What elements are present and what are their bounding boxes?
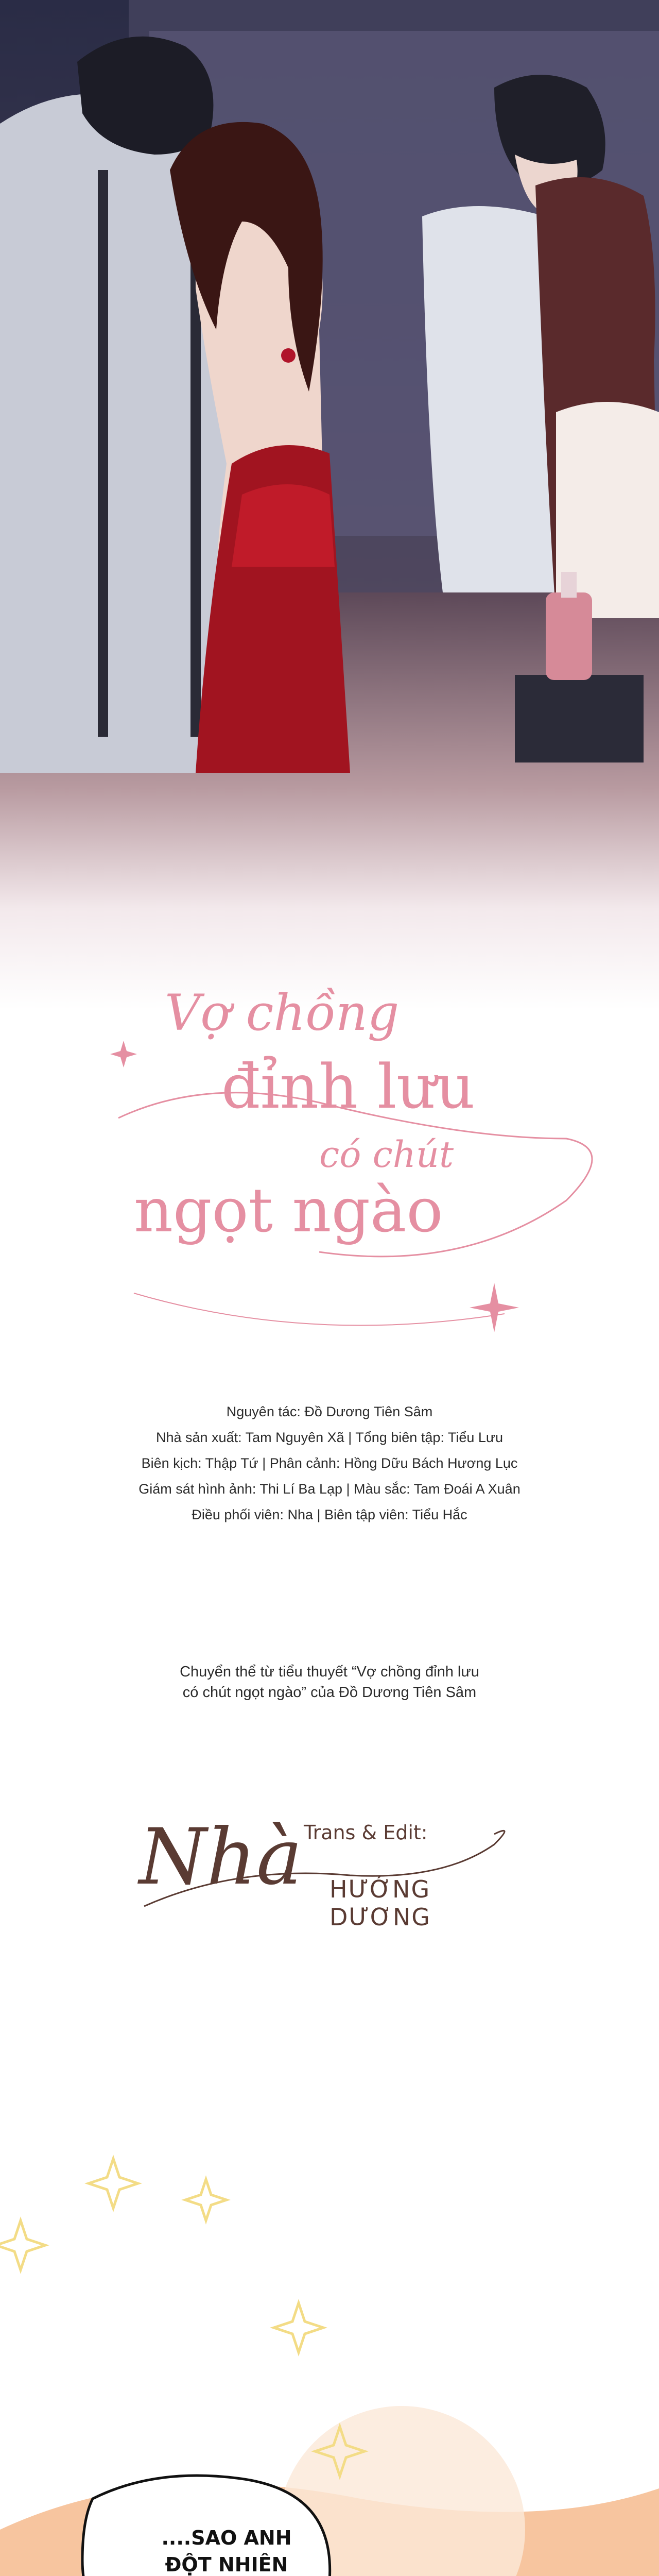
credit-line: Nguyên tác: Đồ Dương Tiên Sâm [226, 1404, 433, 1419]
adaptation-note [0, 1662, 659, 1703]
adaptation-line: Chuyển thể từ tiểu thuyết “Vợ chồng đỉnh lưu [180, 1664, 479, 1680]
credit-line: Nhà sản xuất: Tam Nguyên Xã | Tổng biên tập: Tiểu Lưu [155, 1430, 503, 1445]
sparkle-icon [110, 1041, 137, 1067]
credit-line: Giám sát hình ảnh: Thi Lí Ba Lạp | Màu sắc: Tam Đoái A Xuân [138, 1481, 521, 1497]
logo-name: HƯỚNG DƯƠNG [330, 1875, 431, 1931]
credit-line: Biên kịch: Thập Tứ | Phân cảnh: Hồng Dữu Bách Hương Lục [141, 1455, 518, 1471]
dialogue-text [134, 2524, 319, 2576]
cover-illustration [0, 0, 659, 1010]
credits-block [0, 1399, 659, 1528]
title-line-4: ngọt ngào [134, 1175, 443, 1246]
credit-line: Điều phối viên: Nha | Biên tập viên: Tiểu Hắc [192, 1507, 467, 1522]
dialogue-line: ĐỘT NHIÊN [165, 2553, 288, 2576]
title-line-2: đỉnh lưu [221, 1051, 475, 1122]
translator-logo [134, 1803, 525, 1937]
logo-script: Nhà [139, 1812, 303, 1902]
suspender-left [98, 170, 108, 737]
cover-art [0, 0, 659, 1010]
logo-label: Trans & Edit: [304, 1821, 428, 1844]
choker [281, 348, 296, 363]
comic-title [103, 984, 618, 1376]
table-box [515, 675, 644, 762]
dialogue-line: ....SAO ANH [161, 2527, 292, 2549]
title-line-1: Vợ chồng [165, 984, 400, 1042]
adaptation-line: có chút ngọt ngào” của Đồ Dương Tiên Sâm [182, 1684, 477, 1701]
sparkle-icon [470, 1283, 519, 1332]
title-line-3: có chút [319, 1133, 454, 1176]
panel-art [0, 2138, 659, 2576]
perfume-bottle [546, 592, 592, 680]
comic-panel [0, 2138, 659, 2576]
